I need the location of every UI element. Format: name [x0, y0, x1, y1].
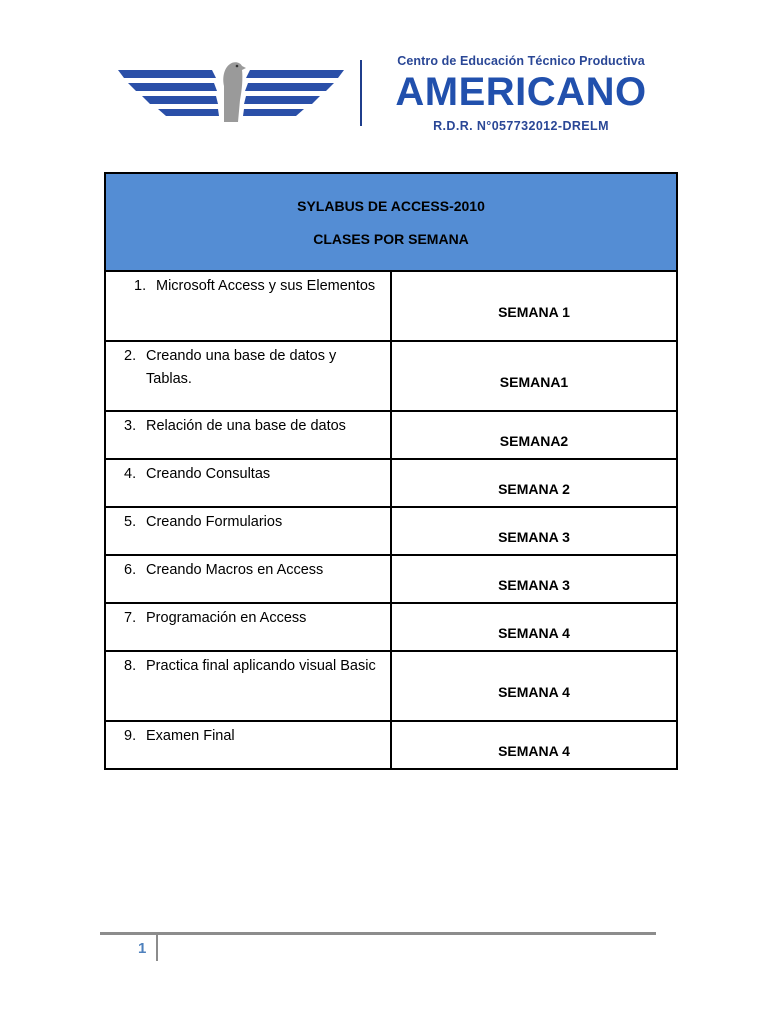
- topic-number: 6.: [124, 562, 137, 578]
- syllabus-title: SYLABUS DE ACCESS-2010: [297, 197, 485, 214]
- topic-text: Creando Macros en Access: [146, 562, 324, 578]
- topic-cell: [105, 411, 391, 459]
- table-row: [105, 603, 677, 651]
- topic-cell: [105, 341, 391, 411]
- registration-number: R.D.R. N°057732012-DRELM: [433, 119, 609, 133]
- topic-text: Creando una base de datos y Tablas.: [146, 348, 337, 387]
- footer-rule: [100, 932, 656, 935]
- institution-block: [376, 52, 666, 135]
- topic-number: 5.: [124, 514, 137, 530]
- week-cell: SEMANA 4: [391, 603, 677, 651]
- week-cell: SEMANA 1: [391, 271, 677, 341]
- topic-text: Examen Final: [146, 728, 235, 744]
- topic-text: Creando Consultas: [146, 466, 271, 482]
- table-row: [105, 651, 677, 721]
- table-row: [105, 721, 677, 769]
- page-number: 1: [138, 940, 147, 957]
- week-cell: SEMANA 4: [391, 651, 677, 721]
- week-cell: SEMANA 4: [391, 721, 677, 769]
- topic-number: 1.: [134, 278, 147, 294]
- topic-cell: [105, 459, 391, 507]
- topic-number: 8.: [124, 658, 137, 674]
- topic-cell: [105, 651, 391, 721]
- topic-cell: [105, 603, 391, 651]
- table-row: [105, 271, 677, 341]
- topic-number: 2.: [124, 348, 137, 364]
- table-row: [105, 341, 677, 411]
- topic-cell: [105, 721, 391, 769]
- topic-text: Creando Formularios: [146, 514, 283, 530]
- institution-subtitle: Centro de Educación Técnico Productiva: [397, 54, 645, 68]
- week-cell: SEMANA 3: [391, 507, 677, 555]
- eagle-wings-logo-icon: [116, 56, 346, 126]
- syllabus-table: [104, 172, 678, 770]
- topic-number: 7.: [124, 610, 137, 626]
- logo-divider: [360, 60, 362, 126]
- topic-number: 4.: [124, 466, 137, 482]
- table-row: [105, 459, 677, 507]
- topic-text: Microsoft Access y sus Elementos: [156, 278, 376, 294]
- topic-text: Programación en Access: [146, 610, 307, 626]
- topic-number: 9.: [124, 728, 137, 744]
- table-header-row: [105, 173, 677, 271]
- topic-text: Relación de una base de datos: [146, 418, 346, 434]
- table-row: [105, 555, 677, 603]
- topic-text: Practica final aplicando visual Basic: [146, 658, 376, 674]
- topic-cell: [105, 555, 391, 603]
- topic-number: 3.: [124, 418, 137, 434]
- week-cell: SEMANA1: [391, 341, 677, 411]
- table-row: [105, 507, 677, 555]
- letterhead: [0, 0, 768, 150]
- table-row: [105, 411, 677, 459]
- table-header: [105, 173, 677, 271]
- topic-cell: [105, 271, 391, 341]
- week-cell: SEMANA 3: [391, 555, 677, 603]
- footer-page-divider: [156, 935, 158, 961]
- topic-cell: [105, 507, 391, 555]
- institution-name: AMERICANO: [395, 70, 647, 114]
- week-cell: SEMANA2: [391, 411, 677, 459]
- syllabus-subtitle: CLASES POR SEMANA: [313, 230, 469, 247]
- week-cell: SEMANA 2: [391, 459, 677, 507]
